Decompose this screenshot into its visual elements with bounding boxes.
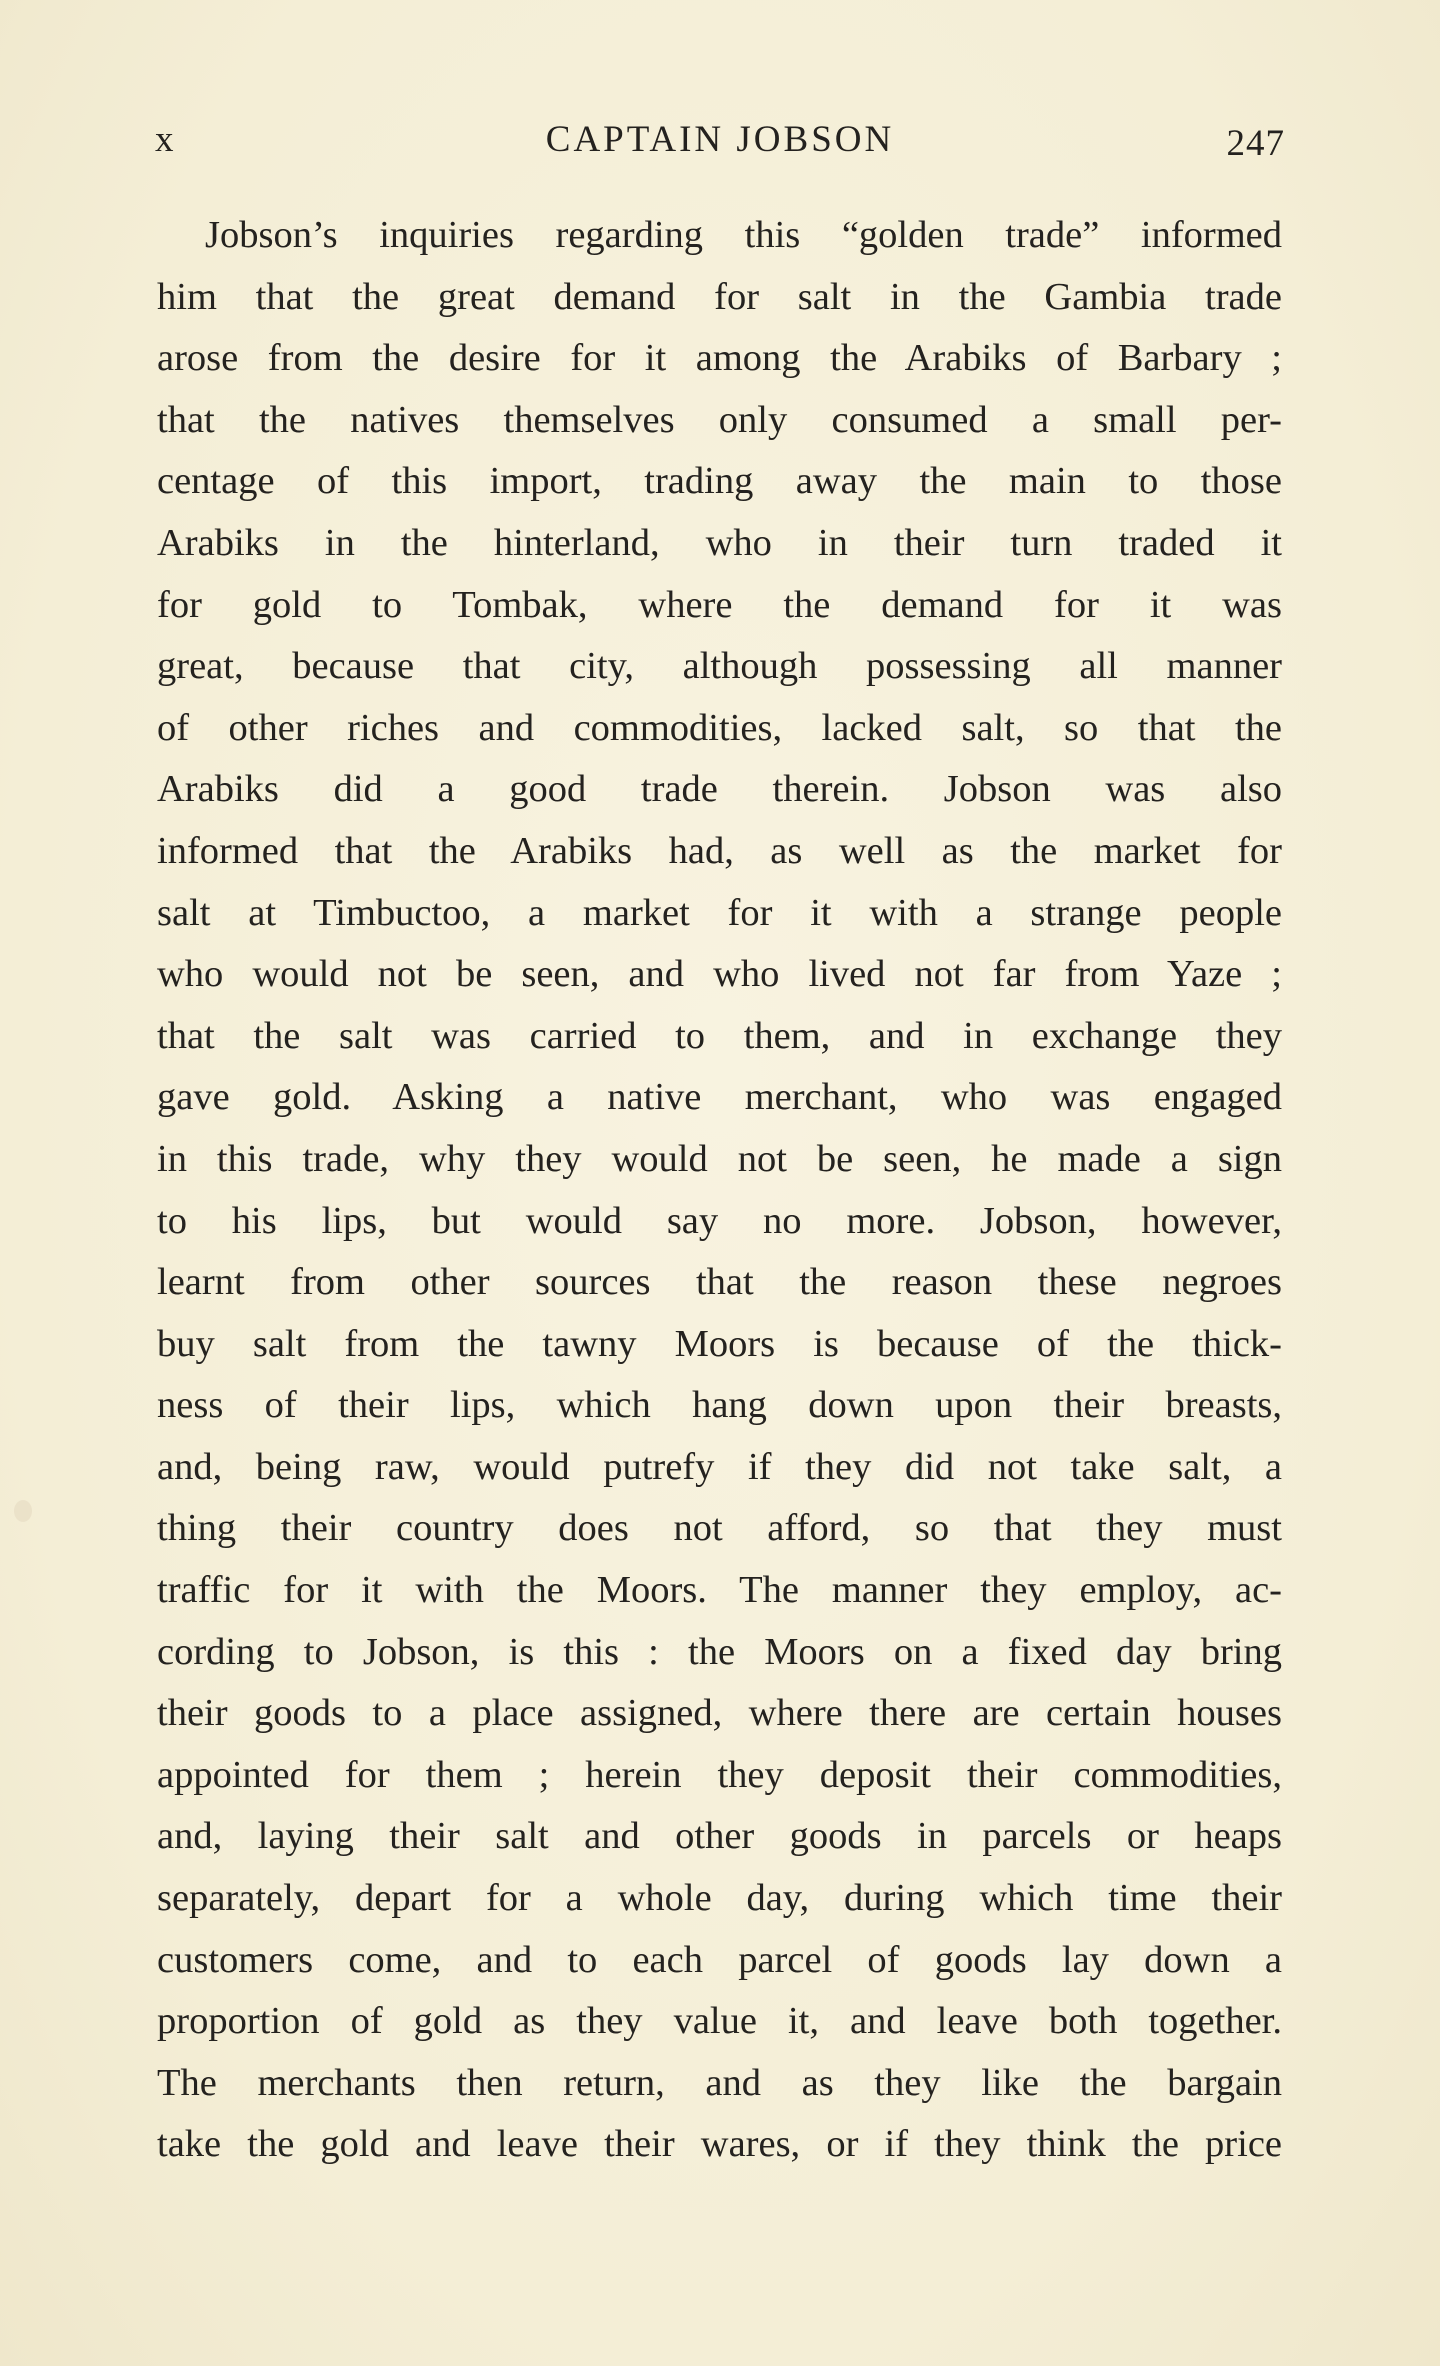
text-line: arose from the desire for it among the Arabiks of Barbary ; bbox=[157, 337, 1282, 380]
text-line: of other riches and commodities, lacked salt, so that the bbox=[157, 706, 1282, 749]
section-number: x bbox=[155, 119, 176, 160]
text-line: separately, depart for a whole day, during which time their bbox=[157, 1877, 1282, 1920]
text-line: that the natives themselves only consumed a small per- bbox=[157, 398, 1282, 441]
text-line: buy salt from the tawny Moors is because of the thick- bbox=[157, 1322, 1282, 1365]
text-line: that the salt was carried to them, and in exchange they bbox=[157, 1014, 1282, 1057]
text-line: him that the great demand for salt in the Gambia trade bbox=[157, 275, 1282, 318]
text-line: Arabiks did a good trade therein. Jobson was also bbox=[157, 768, 1282, 811]
text-line: appointed for them ; herein they deposit their commodities, bbox=[157, 1753, 1282, 1796]
text-line: customers come, and to each parcel of goods lay down a bbox=[157, 1938, 1282, 1981]
text-line: Arabiks in the hinterland, who in their turn traded it bbox=[157, 521, 1282, 564]
body-text bbox=[157, 205, 1282, 2176]
text-line: centage of this import, trading away the main to those bbox=[157, 460, 1282, 503]
text-line: and, being raw, would putrefy if they did not take salt, a bbox=[157, 1445, 1282, 1488]
text-line: informed that the Arabiks had, as well as the market for bbox=[157, 829, 1282, 872]
text-line: salt at Timbuctoo, a market for it with a strange people bbox=[157, 891, 1282, 934]
text-line: to his lips, but would say no more. Jobson, however, bbox=[157, 1199, 1282, 1242]
text-line: proportion of gold as they value it, and leave both together. bbox=[157, 2000, 1282, 2043]
page-number: 247 bbox=[1226, 123, 1285, 164]
running-title: CAPTAIN JOBSON bbox=[545, 119, 895, 160]
text-line: learnt from other sources that the reason these negroes bbox=[157, 1261, 1282, 1304]
text-line: thing their country does not afford, so that they must bbox=[157, 1507, 1282, 1550]
text-line: traffic for it with the Moors. The manner they employ, ac- bbox=[157, 1569, 1282, 1612]
text-line: cording to Jobson, is this : the Moors on a fixed day bring bbox=[157, 1630, 1282, 1673]
text-line: take the gold and leave their wares, or if they think the price bbox=[157, 2123, 1282, 2166]
text-line: Jobson’s inquiries regarding this “golden trade” informed bbox=[205, 214, 1282, 256]
text-line: gave gold. Asking a native merchant, who was engaged bbox=[157, 1076, 1282, 1119]
text-line: for gold to Tombak, where the demand for it was bbox=[157, 583, 1282, 626]
paper-blemish bbox=[14, 1500, 32, 1522]
text-line: their goods to a place assigned, where there are certain houses bbox=[157, 1692, 1282, 1735]
text-line: in this trade, why they would not be seen, he made a sign bbox=[157, 1137, 1282, 1180]
text-line: The merchants then return, and as they like the bargain bbox=[157, 2061, 1282, 2104]
running-header bbox=[155, 118, 1285, 166]
text-line: great, because that city, although possessing all manner bbox=[157, 645, 1282, 688]
text-line: who would not be seen, and who lived not far from Yaze ; bbox=[157, 953, 1282, 996]
text-line: and, laying their salt and other goods in parcels or heaps bbox=[157, 1815, 1282, 1858]
text-line: ness of their lips, which hang down upon their breasts, bbox=[157, 1384, 1282, 1427]
